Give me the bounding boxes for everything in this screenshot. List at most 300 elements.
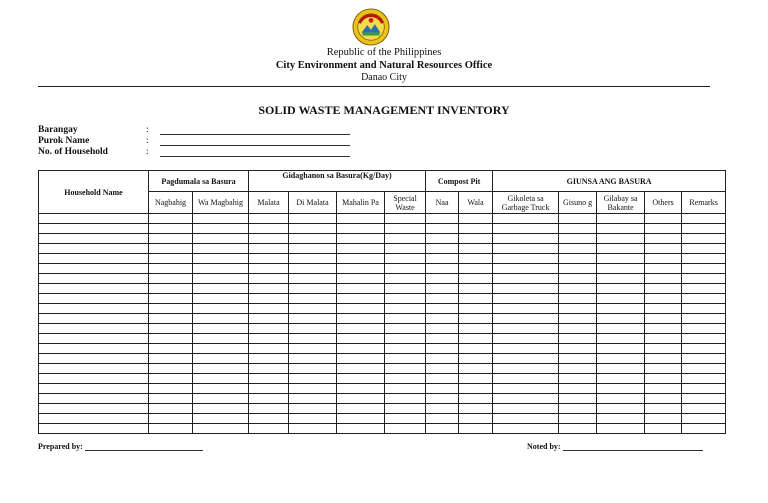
table-cell[interactable] <box>385 254 426 264</box>
table-cell[interactable] <box>249 384 289 394</box>
table-cell[interactable] <box>459 244 493 254</box>
table-cell[interactable] <box>493 294 559 304</box>
table-cell[interactable] <box>149 234 193 244</box>
table-cell[interactable] <box>193 214 249 224</box>
table-cell[interactable] <box>193 224 249 234</box>
table-cell[interactable] <box>426 264 459 274</box>
table-cell[interactable] <box>597 274 645 284</box>
table-cell[interactable] <box>459 314 493 324</box>
table-cell[interactable] <box>149 374 193 384</box>
table-cell[interactable] <box>249 424 289 434</box>
table-cell[interactable] <box>493 424 559 434</box>
table-cell[interactable] <box>459 394 493 404</box>
table-cell[interactable] <box>559 274 597 284</box>
table-cell[interactable] <box>493 274 559 284</box>
table-cell[interactable] <box>289 254 337 264</box>
table-cell[interactable] <box>149 264 193 274</box>
table-cell[interactable] <box>493 234 559 244</box>
table-cell[interactable] <box>493 324 559 334</box>
table-cell[interactable] <box>385 374 426 384</box>
table-cell[interactable] <box>645 374 682 384</box>
table-cell[interactable] <box>597 344 645 354</box>
table-cell[interactable] <box>39 384 149 394</box>
table-cell[interactable] <box>289 274 337 284</box>
table-cell[interactable] <box>289 364 337 374</box>
table-cell[interactable] <box>289 244 337 254</box>
table-cell[interactable] <box>39 414 149 424</box>
table-cell[interactable] <box>149 284 193 294</box>
table-cell[interactable] <box>249 314 289 324</box>
table-cell[interactable] <box>289 294 337 304</box>
table-cell[interactable] <box>337 324 385 334</box>
table-cell[interactable] <box>193 284 249 294</box>
table-cell[interactable] <box>385 384 426 394</box>
table-cell[interactable] <box>459 384 493 394</box>
table-cell[interactable] <box>193 414 249 424</box>
table-cell[interactable] <box>682 284 726 294</box>
table-cell[interactable] <box>597 304 645 314</box>
table-cell[interactable] <box>249 284 289 294</box>
table-cell[interactable] <box>645 284 682 294</box>
table-cell[interactable] <box>559 334 597 344</box>
table-cell[interactable] <box>682 294 726 304</box>
table-cell[interactable] <box>39 404 149 414</box>
table-cell[interactable] <box>385 244 426 254</box>
table-cell[interactable] <box>459 214 493 224</box>
table-cell[interactable] <box>337 364 385 374</box>
table-cell[interactable] <box>385 364 426 374</box>
table-cell[interactable] <box>597 284 645 294</box>
table-cell[interactable] <box>289 394 337 404</box>
table-cell[interactable] <box>249 354 289 364</box>
table-cell[interactable] <box>426 284 459 294</box>
table-cell[interactable] <box>559 404 597 414</box>
table-cell[interactable] <box>459 234 493 244</box>
table-cell[interactable] <box>645 324 682 334</box>
table-cell[interactable] <box>385 354 426 364</box>
table-cell[interactable] <box>289 384 337 394</box>
table-cell[interactable] <box>426 354 459 364</box>
table-cell[interactable] <box>149 214 193 224</box>
table-cell[interactable] <box>249 254 289 264</box>
table-cell[interactable] <box>337 304 385 314</box>
table-cell[interactable] <box>459 284 493 294</box>
table-cell[interactable] <box>426 344 459 354</box>
table-cell[interactable] <box>493 254 559 264</box>
table-cell[interactable] <box>337 344 385 354</box>
table-cell[interactable] <box>597 264 645 274</box>
table-cell[interactable] <box>193 314 249 324</box>
table-cell[interactable] <box>597 354 645 364</box>
table-cell[interactable] <box>149 294 193 304</box>
table-cell[interactable] <box>426 214 459 224</box>
table-cell[interactable] <box>459 304 493 314</box>
table-cell[interactable] <box>645 404 682 414</box>
table-cell[interactable] <box>249 274 289 284</box>
table-cell[interactable] <box>645 424 682 434</box>
table-cell[interactable] <box>289 264 337 274</box>
table-cell[interactable] <box>426 274 459 284</box>
table-cell[interactable] <box>559 324 597 334</box>
table-cell[interactable] <box>597 384 645 394</box>
table-cell[interactable] <box>426 224 459 234</box>
table-cell[interactable] <box>385 314 426 324</box>
table-cell[interactable] <box>39 364 149 374</box>
table-cell[interactable] <box>149 224 193 234</box>
table-cell[interactable] <box>682 424 726 434</box>
table-cell[interactable] <box>193 274 249 284</box>
table-cell[interactable] <box>559 414 597 424</box>
table-cell[interactable] <box>193 344 249 354</box>
table-cell[interactable] <box>39 274 149 284</box>
table-cell[interactable] <box>39 334 149 344</box>
table-cell[interactable] <box>645 264 682 274</box>
table-cell[interactable] <box>289 314 337 324</box>
table-cell[interactable] <box>645 214 682 224</box>
table-cell[interactable] <box>493 364 559 374</box>
table-cell[interactable] <box>682 334 726 344</box>
table-cell[interactable] <box>493 304 559 314</box>
table-cell[interactable] <box>645 334 682 344</box>
table-cell[interactable] <box>559 394 597 404</box>
table-cell[interactable] <box>337 414 385 424</box>
table-cell[interactable] <box>559 384 597 394</box>
table-cell[interactable] <box>682 274 726 284</box>
table-cell[interactable] <box>559 374 597 384</box>
table-cell[interactable] <box>337 284 385 294</box>
table-cell[interactable] <box>426 244 459 254</box>
table-cell[interactable] <box>459 374 493 384</box>
table-cell[interactable] <box>193 374 249 384</box>
table-cell[interactable] <box>385 304 426 314</box>
field-line-purok[interactable] <box>160 145 350 146</box>
table-cell[interactable] <box>426 294 459 304</box>
table-cell[interactable] <box>289 374 337 384</box>
table-cell[interactable] <box>385 224 426 234</box>
table-cell[interactable] <box>426 234 459 244</box>
table-cell[interactable] <box>39 244 149 254</box>
noted-by-line[interactable] <box>563 450 703 451</box>
table-cell[interactable] <box>289 354 337 364</box>
table-cell[interactable] <box>559 354 597 364</box>
table-cell[interactable] <box>337 354 385 364</box>
table-cell[interactable] <box>459 354 493 364</box>
table-cell[interactable] <box>597 294 645 304</box>
table-cell[interactable] <box>39 324 149 334</box>
table-cell[interactable] <box>493 214 559 224</box>
table-cell[interactable] <box>249 394 289 404</box>
table-cell[interactable] <box>493 354 559 364</box>
table-cell[interactable] <box>337 274 385 284</box>
table-cell[interactable] <box>493 334 559 344</box>
table-cell[interactable] <box>493 314 559 324</box>
table-cell[interactable] <box>39 284 149 294</box>
table-cell[interactable] <box>149 314 193 324</box>
table-cell[interactable] <box>426 384 459 394</box>
table-cell[interactable] <box>193 264 249 274</box>
table-cell[interactable] <box>559 344 597 354</box>
table-cell[interactable] <box>337 224 385 234</box>
table-cell[interactable] <box>149 334 193 344</box>
table-cell[interactable] <box>149 274 193 284</box>
table-cell[interactable] <box>149 404 193 414</box>
table-cell[interactable] <box>682 244 726 254</box>
table-cell[interactable] <box>459 344 493 354</box>
table-cell[interactable] <box>597 334 645 344</box>
table-cell[interactable] <box>249 334 289 344</box>
table-cell[interactable] <box>337 424 385 434</box>
table-cell[interactable] <box>559 364 597 374</box>
table-cell[interactable] <box>193 404 249 414</box>
table-cell[interactable] <box>337 334 385 344</box>
table-cell[interactable] <box>682 374 726 384</box>
table-cell[interactable] <box>597 364 645 374</box>
table-cell[interactable] <box>426 324 459 334</box>
table-cell[interactable] <box>645 254 682 264</box>
table-cell[interactable] <box>459 264 493 274</box>
table-cell[interactable] <box>39 424 149 434</box>
table-cell[interactable] <box>289 284 337 294</box>
table-cell[interactable] <box>39 394 149 404</box>
table-cell[interactable] <box>193 254 249 264</box>
table-cell[interactable] <box>597 234 645 244</box>
table-cell[interactable] <box>426 314 459 324</box>
table-cell[interactable] <box>337 234 385 244</box>
table-cell[interactable] <box>289 424 337 434</box>
table-cell[interactable] <box>559 294 597 304</box>
table-cell[interactable] <box>289 224 337 234</box>
table-cell[interactable] <box>289 404 337 414</box>
table-cell[interactable] <box>337 294 385 304</box>
table-cell[interactable] <box>385 394 426 404</box>
table-cell[interactable] <box>459 254 493 264</box>
table-cell[interactable] <box>337 254 385 264</box>
table-cell[interactable] <box>249 364 289 374</box>
table-cell[interactable] <box>459 334 493 344</box>
table-cell[interactable] <box>385 334 426 344</box>
table-cell[interactable] <box>682 344 726 354</box>
table-cell[interactable] <box>385 284 426 294</box>
table-cell[interactable] <box>645 384 682 394</box>
table-cell[interactable] <box>149 304 193 314</box>
table-cell[interactable] <box>337 244 385 254</box>
table-cell[interactable] <box>385 414 426 424</box>
table-cell[interactable] <box>459 224 493 234</box>
table-cell[interactable] <box>193 334 249 344</box>
table-cell[interactable] <box>597 244 645 254</box>
table-cell[interactable] <box>426 334 459 344</box>
table-cell[interactable] <box>459 364 493 374</box>
table-cell[interactable] <box>249 244 289 254</box>
table-cell[interactable] <box>645 354 682 364</box>
table-cell[interactable] <box>459 424 493 434</box>
table-cell[interactable] <box>682 304 726 314</box>
table-cell[interactable] <box>682 314 726 324</box>
prepared-by-line[interactable] <box>85 450 203 451</box>
table-cell[interactable] <box>39 304 149 314</box>
table-cell[interactable] <box>149 324 193 334</box>
table-cell[interactable] <box>193 244 249 254</box>
table-cell[interactable] <box>149 424 193 434</box>
field-line-barangay[interactable] <box>160 134 350 135</box>
table-cell[interactable] <box>645 294 682 304</box>
table-cell[interactable] <box>682 214 726 224</box>
table-cell[interactable] <box>149 384 193 394</box>
table-cell[interactable] <box>249 224 289 234</box>
table-cell[interactable] <box>493 224 559 234</box>
table-cell[interactable] <box>493 264 559 274</box>
table-cell[interactable] <box>645 344 682 354</box>
table-cell[interactable] <box>459 274 493 284</box>
table-cell[interactable] <box>289 344 337 354</box>
table-cell[interactable] <box>39 374 149 384</box>
table-cell[interactable] <box>337 214 385 224</box>
table-cell[interactable] <box>559 234 597 244</box>
table-cell[interactable] <box>597 414 645 424</box>
table-cell[interactable] <box>682 264 726 274</box>
table-cell[interactable] <box>459 324 493 334</box>
table-cell[interactable] <box>493 244 559 254</box>
table-cell[interactable] <box>289 304 337 314</box>
table-cell[interactable] <box>645 364 682 374</box>
table-cell[interactable] <box>682 414 726 424</box>
table-cell[interactable] <box>39 344 149 354</box>
table-cell[interactable] <box>193 324 249 334</box>
table-cell[interactable] <box>193 354 249 364</box>
table-cell[interactable] <box>289 324 337 334</box>
table-cell[interactable] <box>682 384 726 394</box>
table-cell[interactable] <box>493 374 559 384</box>
table-cell[interactable] <box>193 394 249 404</box>
table-cell[interactable] <box>682 324 726 334</box>
table-cell[interactable] <box>39 214 149 224</box>
table-cell[interactable] <box>682 254 726 264</box>
table-cell[interactable] <box>337 374 385 384</box>
table-cell[interactable] <box>682 234 726 244</box>
table-cell[interactable] <box>149 394 193 404</box>
table-cell[interactable] <box>149 414 193 424</box>
table-cell[interactable] <box>249 264 289 274</box>
table-cell[interactable] <box>682 394 726 404</box>
table-cell[interactable] <box>493 404 559 414</box>
table-cell[interactable] <box>559 424 597 434</box>
table-cell[interactable] <box>682 354 726 364</box>
table-cell[interactable] <box>559 304 597 314</box>
table-cell[interactable] <box>249 374 289 384</box>
table-cell[interactable] <box>597 324 645 334</box>
table-cell[interactable] <box>39 254 149 264</box>
table-cell[interactable] <box>597 394 645 404</box>
table-cell[interactable] <box>249 404 289 414</box>
table-cell[interactable] <box>597 254 645 264</box>
table-cell[interactable] <box>193 294 249 304</box>
table-cell[interactable] <box>493 384 559 394</box>
table-cell[interactable] <box>249 414 289 424</box>
table-cell[interactable] <box>193 424 249 434</box>
table-cell[interactable] <box>337 384 385 394</box>
table-cell[interactable] <box>426 374 459 384</box>
table-cell[interactable] <box>426 304 459 314</box>
table-cell[interactable] <box>645 244 682 254</box>
table-cell[interactable] <box>249 234 289 244</box>
table-cell[interactable] <box>426 424 459 434</box>
table-cell[interactable] <box>289 234 337 244</box>
table-cell[interactable] <box>193 364 249 374</box>
table-cell[interactable] <box>645 304 682 314</box>
table-cell[interactable] <box>559 214 597 224</box>
table-cell[interactable] <box>426 364 459 374</box>
table-cell[interactable] <box>149 354 193 364</box>
table-cell[interactable] <box>682 404 726 414</box>
table-cell[interactable] <box>559 224 597 234</box>
table-cell[interactable] <box>459 404 493 414</box>
table-cell[interactable] <box>385 324 426 334</box>
table-cell[interactable] <box>493 284 559 294</box>
table-cell[interactable] <box>385 214 426 224</box>
table-cell[interactable] <box>559 254 597 264</box>
table-cell[interactable] <box>249 324 289 334</box>
table-cell[interactable] <box>39 314 149 324</box>
table-cell[interactable] <box>559 314 597 324</box>
table-cell[interactable] <box>493 414 559 424</box>
table-cell[interactable] <box>493 394 559 404</box>
table-cell[interactable] <box>426 254 459 264</box>
table-cell[interactable] <box>385 424 426 434</box>
table-cell[interactable] <box>597 374 645 384</box>
table-cell[interactable] <box>289 414 337 424</box>
table-cell[interactable] <box>645 314 682 324</box>
table-cell[interactable] <box>559 264 597 274</box>
table-cell[interactable] <box>385 344 426 354</box>
table-cell[interactable] <box>385 294 426 304</box>
table-cell[interactable] <box>337 314 385 324</box>
table-cell[interactable] <box>426 404 459 414</box>
field-line-household[interactable] <box>160 156 350 157</box>
table-cell[interactable] <box>337 394 385 404</box>
table-cell[interactable] <box>645 234 682 244</box>
table-cell[interactable] <box>385 234 426 244</box>
table-cell[interactable] <box>249 214 289 224</box>
table-cell[interactable] <box>385 264 426 274</box>
table-cell[interactable] <box>426 414 459 424</box>
table-cell[interactable] <box>39 224 149 234</box>
table-cell[interactable] <box>426 394 459 404</box>
table-cell[interactable] <box>149 254 193 264</box>
table-cell[interactable] <box>597 314 645 324</box>
table-cell[interactable] <box>385 404 426 414</box>
table-cell[interactable] <box>193 304 249 314</box>
table-cell[interactable] <box>682 364 726 374</box>
table-cell[interactable] <box>645 394 682 404</box>
table-cell[interactable] <box>597 224 645 234</box>
table-cell[interactable] <box>559 284 597 294</box>
table-cell[interactable] <box>682 224 726 234</box>
table-cell[interactable] <box>597 404 645 414</box>
table-cell[interactable] <box>645 224 682 234</box>
table-cell[interactable] <box>39 294 149 304</box>
table-cell[interactable] <box>459 414 493 424</box>
table-cell[interactable] <box>385 274 426 284</box>
table-cell[interactable] <box>645 274 682 284</box>
table-cell[interactable] <box>289 214 337 224</box>
table-cell[interactable] <box>193 384 249 394</box>
table-cell[interactable] <box>39 234 149 244</box>
table-cell[interactable] <box>249 304 289 314</box>
table-cell[interactable] <box>493 344 559 354</box>
table-cell[interactable] <box>149 244 193 254</box>
table-cell[interactable] <box>39 354 149 364</box>
table-cell[interactable] <box>193 234 249 244</box>
